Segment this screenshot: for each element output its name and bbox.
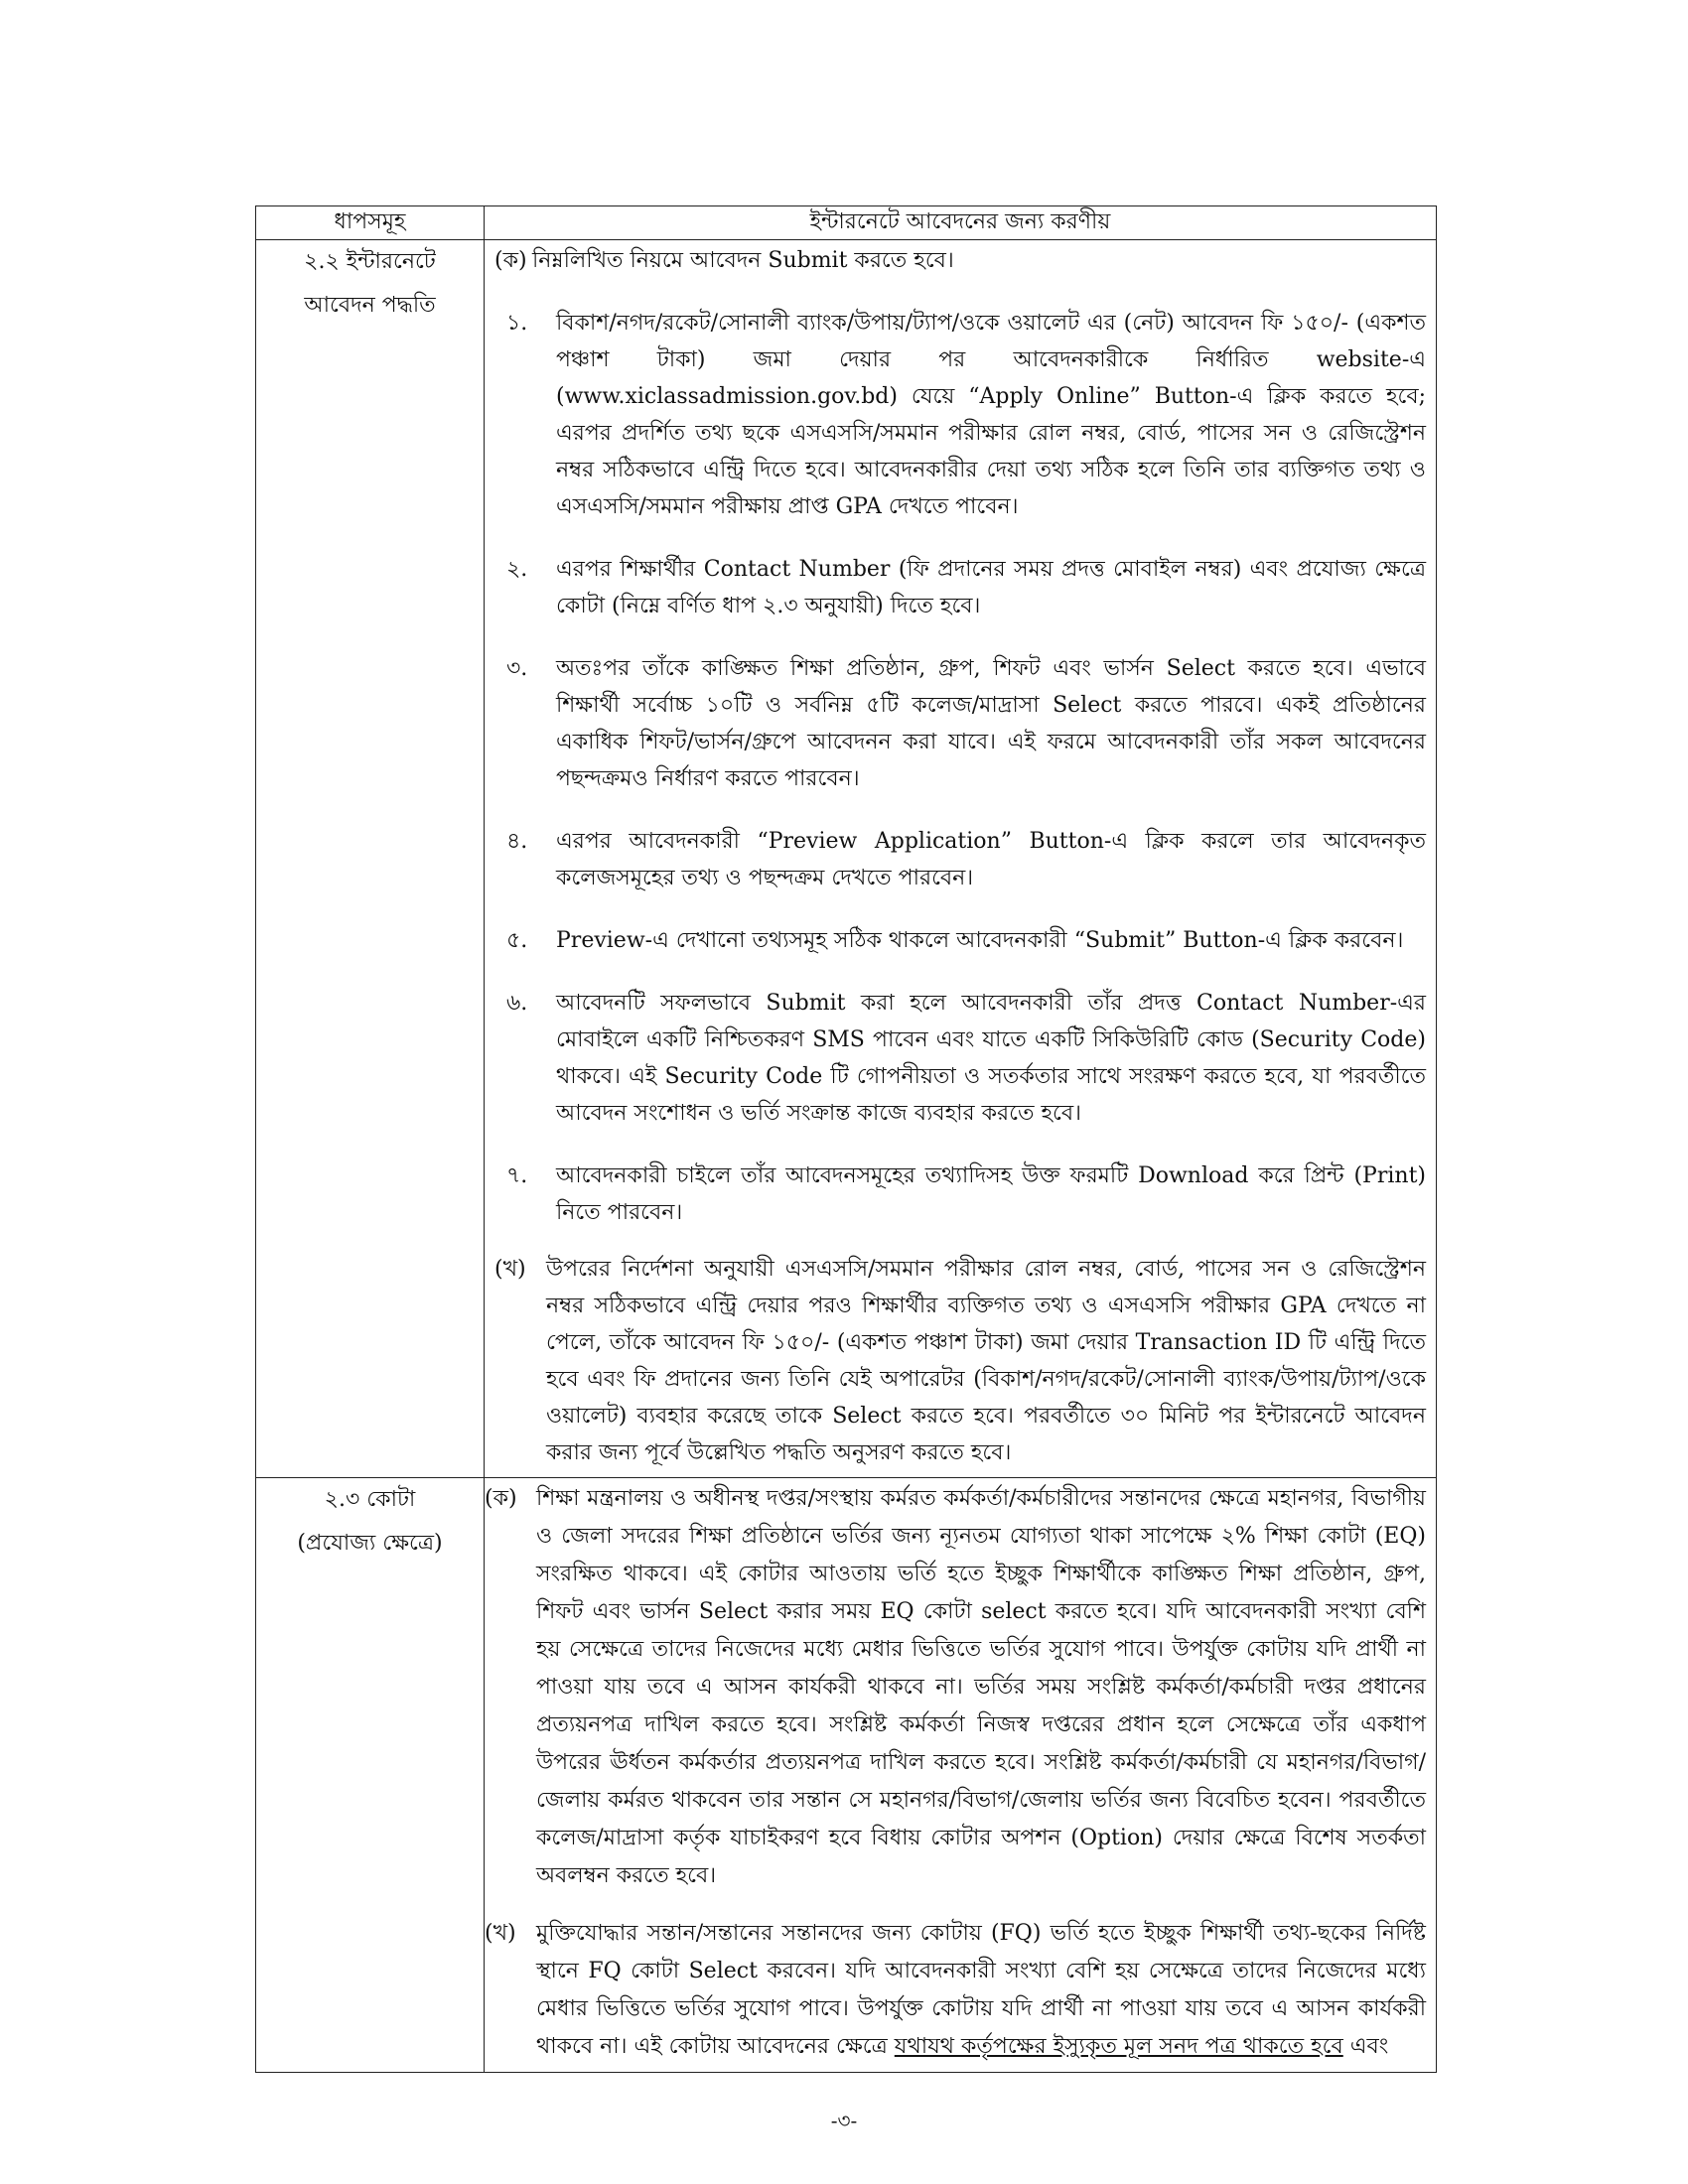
item-text: এরপর শিক্ষার্থীর Contact Number (ফি প্রদানের সময় প্রদত্ত মোবাইল নম্বর) এবং প্রযোজ্য ক্ষেত্রে কোটা (নিম্নে বর্ণিত ধাপ ২.৩ অনুযায়ী) দিতে হবে। — [556, 557, 1426, 618]
item-text: এরপর আবেদনকারী “Preview Application” Button-এ ক্লিক করলে তার আবেদনকৃত কলেজসমূহের তথ্য ও পছন্দক্রম দেখতে পারবেন। — [556, 829, 1426, 890]
item-text: অতঃপর তাঁকে কাঙ্ক্ষিত শিক্ষা প্রতিষ্ঠান, গ্রুপ, শিফট এবং ভার্সন Select করতে হবে। এভাবে শিক্ষার্থী সর্বোচ্চ ১০টি ও সর্বনিম্ন ৫টি কলেজ/মাদ্রাসা Select করতে পারবে। একই প্রতিষ্ঠানের একাধিক শিফট/ভার্সন/গ্রুপে আবেদনন করা যাবে। এই ফরমে আবেদনকারী তাঁর সকল আবেদনের পছন্দক্রমও নির্ধারণ করতে পারবেন। — [556, 656, 1426, 791]
step-title-line2: (প্রযোজ্য ক্ষেত্রে) — [297, 1531, 443, 1556]
item-text: আবেদনকারী চাইলে তাঁর আবেদনসমূহের তথ্যাদিসহ উক্ত ফরমটি Download করে প্রিন্ট (Print) নিতে পারবেন। — [556, 1163, 1426, 1225]
table-row — [256, 240, 1437, 1478]
section-marker: (খ) — [485, 1921, 516, 1946]
item-number: ১. — [506, 311, 528, 336]
item-number: ৪. — [506, 829, 528, 854]
item-number: ৫. — [506, 928, 528, 953]
list-item — [494, 551, 1426, 624]
step-cell-online-application — [256, 240, 485, 1478]
item-text: আবেদনটি সফলভাবে Submit করা হলে আবেদনকারী তাঁর প্রদত্ত Contact Number-এর মোবাইলে একটি নিশ্চিতকরণ SMS পাবেন এবং যাতে একটি সিকিউরিটি কোড (Security Code) থাকবে। এই Security Code টি গোপনীয়তা ও সতর্কতার সাথে সংরক্ষণ করতে হবে, যা পরবর্তীতে আবেদন সংশোধন ও ভর্তি সংক্রান্ত কাজে ব্যবহার করতে হবে। — [556, 991, 1426, 1126]
table-header-row — [256, 206, 1437, 240]
item-number: ৬. — [506, 991, 528, 1016]
list-item — [494, 305, 1426, 525]
quota-kha-text-tail: এবং — [1342, 2034, 1389, 2059]
list-item — [494, 1158, 1426, 1231]
online-application-content — [485, 240, 1437, 1478]
quota-content — [485, 1478, 1437, 2073]
header-steps: ধাপসমূহ — [256, 206, 485, 240]
item-number: ২. — [506, 557, 528, 582]
section-marker: (খ) — [494, 1257, 526, 1282]
quota-ka-text: শিক্ষা মন্ত্রনালয় ও অধীনস্থ দপ্তর/সংস্থায় কর্মরত কর্মকর্তা/কর্মচারীদের সন্তানদের ক্ষেত্রে মহানগর, বিভাগীয় ও জেলা সদরের শিক্ষা প্রতিষ্ঠানে ভর্তির জন্য ন্যূনতম যোগ্যতা থাকা সাপেক্ষে ২% শিক্ষা কোটা (EQ) সংরক্ষিত থাকবে। এই কোটার আওতায় ভর্তি হতে ইচ্ছুক শিক্ষার্থীকে কাঙ্ক্ষিত শিক্ষা প্রতিষ্ঠান, গ্রুপ, শিফট এবং ভার্সন Select করার সময় EQ কোটা select করতে হবে। যদি আবেদনকারী সংখ্যা বেশি হয় সেক্ষেত্রে তাদের নিজেদের মধ্যে মেধার ভিত্তিতে ভর্তির সুযোগ পাবে। উপর্যুক্ত কোটায় যদি প্রার্থী না পাওয়া যায় তবে এ আসন কার্যকরী থাকবে না। ভর্তির সময় সংশ্লিষ্ট কর্মকর্তা/কর্মচারী দপ্তর প্রধানের প্রত্যয়নপত্র দাখিল করতে হবে। সংশ্লিষ্ট কর্মকর্তা নিজস্ব দপ্তরের প্রধান হলে সেক্ষেত্রে তাঁর একধাপ উপরের ঊর্ধতন কর্মকর্তার প্রত্যয়নপত্র দাখিল করতে হবে। সংশ্লিষ্ট কর্মকর্তা/কর্মচারী যে মহানগর/বিভাগ/জেলায় কর্মরত থাকবেন তার সন্তান সে মহানগর/বিভাগ/জেলায় ভর্তির জন্য বিবেচিত হবেন। পরবর্তীতে কলেজ/মাদ্রাসা কর্তৃক যাচাইকরণ হবে বিধায় কোটার অপশন (Option) দেয়ার ক্ষেত্রে বিশেষ সতর্কতা অবলম্বন করতে হবে। — [536, 1486, 1426, 1888]
table-row — [256, 1478, 1437, 2073]
section-intro-text: নিম্নলিখিত নিয়মে আবেদন Submit করতে হবে। — [532, 248, 954, 273]
quota-section-ka — [485, 1480, 1426, 1895]
section-kha-text: উপরের নির্দেশনা অনুযায়ী এসএসসি/সমমান পরীক্ষার রোল নম্বর, বোর্ড, পাসের সন ও রেজিস্ট্রেশন নম্বর সঠিকভাবে এন্ট্রি দেয়ার পরও শিক্ষার্থীর ব্যক্তিগত তথ্য ও এসএসসি পরীক্ষার GPA দেখতে না পেলে, তাঁকে আবেদন ফি ১৫০/- (একশত পঞ্চাশ টাকা) জমা দেয়ার Transaction ID টি এন্ট্রি দিতে হবে এবং ফি প্রদানের জন্য তিনি যেই অপারেটর (বিকাশ/নগদ/রকেট/সোনালী ব্যাংক/উপায়/ট্যাপ/ওকে ওয়ালেট) ব্যবহার করেছে তাকে Select করতে হবে। পরবর্তীতে ৩০ মিনিট পর ইন্টারনেটে আবেদন করার জন্য পূর্বে উল্লেখিত পদ্ধতি অনুসরণ করতে হবে। — [546, 1257, 1426, 1465]
step-title-line2: আবেদন পদ্ধতি — [304, 293, 436, 318]
quota-kha-text — [536, 1915, 1426, 2066]
list-item — [494, 922, 1426, 959]
page-number: -৩- — [830, 2109, 858, 2132]
item-text: বিকাশ/নগদ/রকেট/সোনালী ব্যাংক/উপায়/ট্যাপ/ওকে ওয়ালেট এর (নেট) আবেদন ফি ১৫০/- (একশত পঞ্চাশ টাকা) জমা দেয়ার পর আবেদনকারীকে নির্ধারিত website-এ (www.xiclassadmission.gov.bd) যেয়ে “Apply Online” Button-এ ক্লিক করতে হবে; এরপর প্রদর্শিত তথ্য ছকে এসএসসি/সমমান পরীক্ষার রোল নম্বর, বোর্ড, পাসের সন ও রেজিস্ট্রেশন নম্বর সঠিকভাবে এন্ট্রি দিতে হবে। আবেদনকারীর দেয়া তথ্য সঠিক হলে তিনি তার ব্যক্তিগত তথ্য ও এসএসসি/সমমান পরীক্ষায় প্রাপ্ত GPA দেখতে পাবেন। — [556, 311, 1426, 519]
quota-section-kha — [485, 1915, 1426, 2066]
step-title-line1: ২.৩ কোটা — [324, 1487, 416, 1512]
instructions-table — [255, 205, 1437, 2073]
section-marker: (ক) — [485, 1486, 517, 1511]
list-item — [494, 650, 1426, 797]
item-number: ৩. — [506, 656, 528, 681]
section-marker: (ক) — [494, 248, 527, 273]
section-kha — [494, 1251, 1426, 1471]
list-item — [494, 985, 1426, 1132]
quota-kha-text-plain: মুক্তিযোদ্ধার সন্তান/সন্তানের সন্তানদের জন্য কোটায় (FQ) ভর্তি হতে ইচ্ছুক শিক্ষার্থী তথ্য-ছকের নির্দিষ্ট স্থানে FQ কোটা Select করবেন। যদি আবেদনকারী সংখ্যা বেশি হয় সেক্ষেত্রে তাদের নিজেদের মধ্যে মেধার ভিত্তিতে ভর্তির সুযোগ পাবে। উপর্যুক্ত কোটায় যদি প্রার্থী না পাওয়া যায় তবে এ আসন কার্যকরী থাকবে না। এই কোটায় আবেদনের ক্ষেত্রে — [536, 1921, 1426, 2059]
section-ka — [494, 242, 1426, 279]
list-item — [494, 823, 1426, 896]
step-title-line1: ২.২ ইন্টারনেটে — [304, 249, 436, 274]
step-cell-quota — [256, 1478, 485, 2073]
item-text: Preview-এ দেখানো তথ্যসমূহ সঠিক থাকলে আবেদনকারী “Submit” Button-এ ক্লিক করবেন। — [556, 928, 1404, 953]
item-number: ৭. — [506, 1163, 528, 1188]
quota-kha-text-underlined: যথাযথ কর্তৃপক্ষের ইস্যুকৃত মূল সনদ পত্র থাকতে হবে — [894, 2034, 1343, 2059]
header-tasks: ইন্টারনেটে আবেদনের জন্য করণীয় — [485, 206, 1437, 240]
